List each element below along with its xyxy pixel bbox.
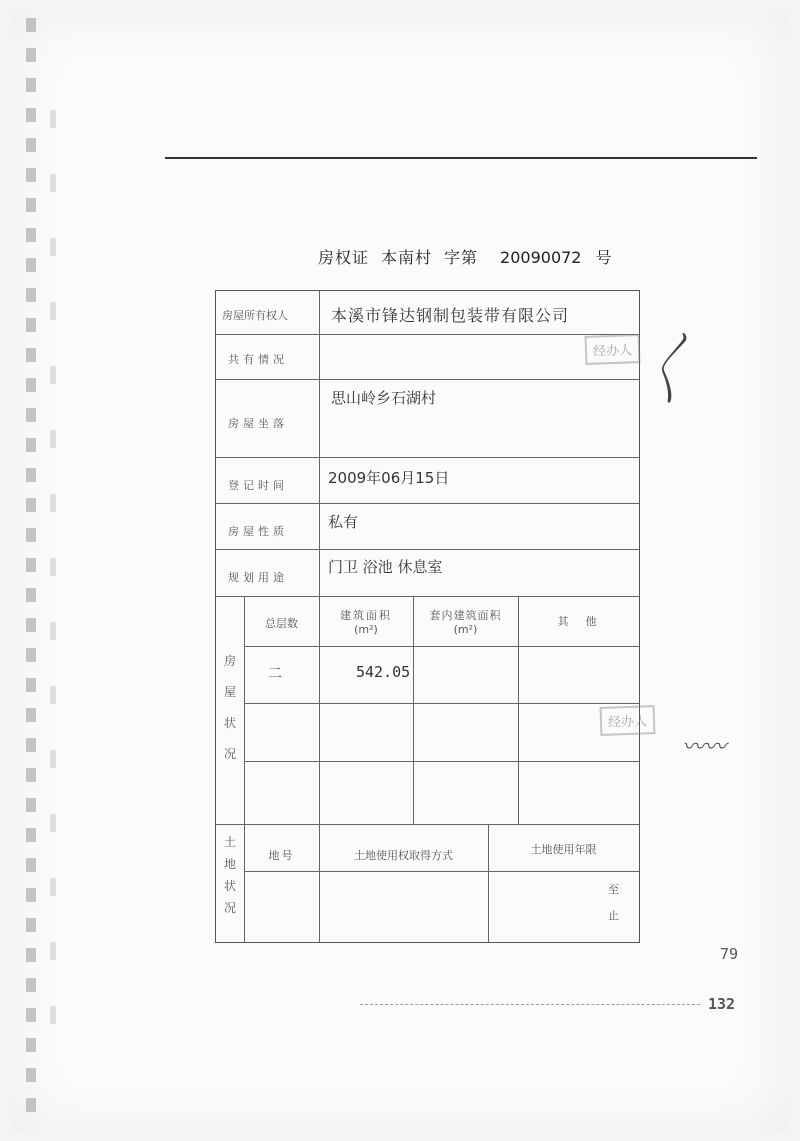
col-other: 其 他: [557, 615, 600, 628]
value-owner: 本溪市锋达钢制包装带有限公司: [331, 306, 570, 325]
label-location: 房屋坐落: [228, 417, 288, 430]
page-number-1: 79: [720, 945, 739, 963]
header-number: 20090072: [500, 248, 582, 267]
value-reg-time: 2009年06月15日: [328, 469, 450, 487]
col-land-method: 土地使用权取得方式: [354, 849, 453, 862]
signature-1: 〳〵: [650, 347, 689, 391]
col-area-unit: (m²): [354, 623, 378, 636]
header-village: 本南村: [381, 248, 433, 267]
official-stamp-1: 经办人: [585, 334, 641, 365]
header-title: 房权证: [318, 248, 370, 267]
col-inner-area: 套内建筑面积: [429, 609, 502, 622]
label-owner: 房屋所有权人: [222, 309, 288, 322]
value-usage: 门卫 浴池 休息室: [328, 558, 443, 576]
value-location: 思山岭乡石湖村: [331, 389, 437, 407]
footer-rule: [360, 1004, 700, 1005]
top-rule: [165, 157, 757, 159]
certificate-header: [318, 245, 625, 268]
label-reg-time: 登记时间: [228, 479, 288, 492]
label-shared: 共有情况: [228, 353, 288, 366]
binding-holes: [26, 18, 36, 1128]
label-usage: 规划用途: [228, 571, 288, 584]
header-hao: 号: [595, 248, 613, 267]
house-side-label: 房 屋 状 况: [223, 654, 236, 761]
property-table: [215, 290, 640, 943]
land-side-label: 土 地 状 况: [223, 835, 236, 915]
col-area: 建筑面积: [340, 609, 392, 622]
page-number-2: 132: [708, 995, 736, 1013]
value-area: 542.05: [356, 663, 411, 681]
land-term-from: 至: [608, 883, 619, 896]
label-nature: 房屋性质: [228, 525, 288, 538]
header-zi: 字第: [444, 248, 479, 267]
col-inner-unit: (m²): [453, 623, 478, 636]
binding-marks: [50, 110, 56, 1070]
value-nature: 私有: [328, 513, 359, 531]
signature-2: 〰〰: [682, 735, 727, 760]
col-lot-number: 地号: [268, 849, 295, 862]
value-floors: 二: [268, 666, 282, 682]
official-stamp-2: 经办人: [600, 705, 656, 736]
land-term-to: 止: [608, 909, 619, 922]
col-floors: 总层数: [265, 617, 298, 630]
col-land-term: 土地使用年限: [530, 843, 597, 856]
